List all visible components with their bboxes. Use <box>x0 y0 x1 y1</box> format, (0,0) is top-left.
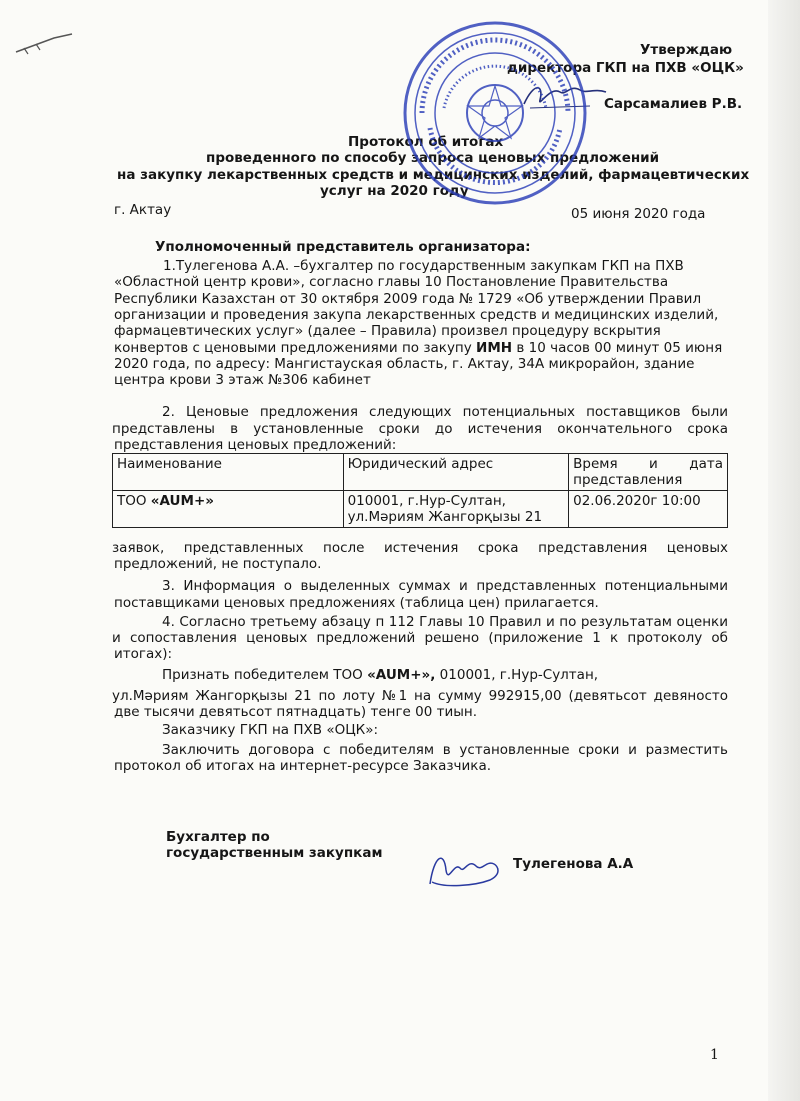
document-date: 05 июня 2020 года <box>571 206 706 222</box>
table-header-row <box>113 454 728 491</box>
pen-scribble-mark <box>14 28 74 58</box>
approval-line-2: директора ГКП на ПХВ «ОЦК» <box>507 60 744 76</box>
signature-role-line-2: государственным закупкам <box>166 845 383 861</box>
para1-line: Республики Казахстан от 30 октября 2009 года № 1729 «Об утверждении Правил <box>114 291 702 307</box>
title-line-2: проведенного по способу запроса ценовых предложений <box>206 150 660 166</box>
representative-heading: Уполномоченный представитель организатора: <box>155 239 531 255</box>
para1-line: фармацевтических услуг» (далее – Правила) произвел процедуру вскрытия <box>114 323 661 339</box>
customer-line: Заказчику ГКП на ПХВ «ОЦК»: <box>162 722 379 738</box>
para1-line: организации и проведения закупа лекарственных средств и медицинских изделий, <box>114 307 719 323</box>
late-bids-line: предложений, не поступало. <box>114 556 322 572</box>
para2-line: 2. Ценовые предложения следующих потенциальных поставщиков были <box>162 404 728 420</box>
para4-line: 4. Согласно третьему абзацу п 112 Главы 10 Правил и по результатам оценки <box>162 614 728 630</box>
table-cell-datetime: 02.06.2020г 10:00 <box>569 491 728 528</box>
late-bids-line: заявок, представленных после истечения срока представления ценовых <box>112 540 728 556</box>
para4-line: и сопоставления ценовых предложений решено (приложение 1 к протоколу об <box>112 630 728 646</box>
approval-signer: Сарсамалиев Р.В. <box>604 96 743 112</box>
conclude-line: Заключить договора с победителям в установленные сроки и разместить <box>162 742 728 758</box>
para2-line: представлены в установленные сроки до истечения окончательного срока <box>112 421 728 437</box>
para2-line: представления ценовых предложений: <box>114 437 397 453</box>
place: г. Актау <box>114 202 172 218</box>
title-line-4: услуг на 2020 году <box>320 183 469 199</box>
signature-role-line-1: Бухгалтер по <box>166 829 270 845</box>
para1-line: «Областной центр крови», согласно главы 10 Постановление Правительства <box>114 274 669 290</box>
accountant-signature <box>424 844 506 892</box>
para1-line: 2020 года, по адресу: Мангистауская область, г. Актау, 34А микрорайон, здание <box>114 356 695 372</box>
para1-line: центра крови 3 этаж №306 кабинет <box>114 372 371 388</box>
table-row <box>113 491 728 528</box>
scan-edge-shadow <box>768 0 800 1101</box>
conclude-line: протокол об итогах на интернет-ресурсе Заказчика. <box>114 758 492 774</box>
winner-line: ул.Мәриям Жангорқызы 21 по лоту №1 на сумму 992915,00 (девятьсот девяносто <box>112 688 728 704</box>
table-cell-address: 010001, г.Нур-Султан, ул.Мәриям Жангорқызы 21 <box>343 491 569 528</box>
winner-line: две тысячи девятьсот пятнадцать) тенге 00 тиын. <box>114 704 478 720</box>
table-header-cell: Время и дата представления <box>569 454 728 491</box>
title-line-3: на закупку лекарственных средств и медицинских изделий, фармацевтических <box>117 167 750 183</box>
para4-line: итогах): <box>114 646 173 662</box>
signature-name: Тулегенова А.А <box>513 856 634 872</box>
table-header-cell: Наименование <box>113 454 344 491</box>
page-number: 1 <box>710 1047 719 1063</box>
para3-line: поставщиками ценовых предложениях (таблица цен) прилагается. <box>114 595 599 611</box>
table-cell-supplier: ТОО «AUM+» <box>113 491 344 528</box>
para1-line: конвертов с ценовыми предложениями по закупу ИМН в 10 часов 00 минут 05 июня <box>114 340 723 356</box>
para3-line: 3. Информация о выделенных суммах и представленных потенциальными <box>162 578 728 594</box>
para1-line: 1.Тулегенова А.А. –бухгалтер по государственным закупкам ГКП на ПХВ <box>163 258 684 274</box>
table-header-cell: Юридический адрес <box>343 454 569 491</box>
proposals-table <box>112 453 728 528</box>
official-round-stamp <box>400 18 590 208</box>
winner-line: Признать победителем ТОО «AUM+», 010001, г.Нур-Султан, <box>162 667 599 683</box>
approval-line-1: Утверждаю <box>640 42 733 58</box>
title-line-1: Протокол об итогах <box>348 134 504 150</box>
